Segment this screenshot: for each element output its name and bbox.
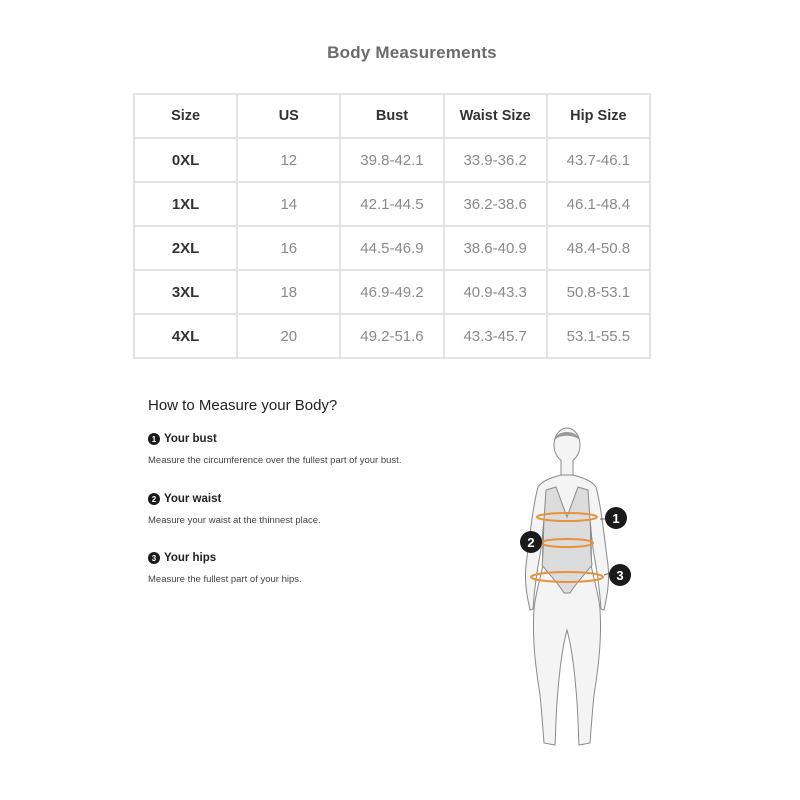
us-cell: 14 [237, 182, 340, 226]
waist-cell: 43.3-45.7 [444, 314, 547, 358]
waist-cell: 33.9-36.2 [444, 138, 547, 182]
hip-cell: 46.1-48.4 [547, 182, 650, 226]
waist-callout: 2 [520, 531, 542, 553]
table-header-row [134, 94, 650, 138]
step-number-badge: 2 [148, 493, 160, 505]
bust-callout: 1 [605, 507, 627, 529]
header-hip: Hip Size [547, 94, 650, 138]
size-cell: 0XL [134, 138, 237, 182]
step-title: Your waist [164, 493, 222, 505]
us-cell: 16 [237, 226, 340, 270]
hip-cell: 43.7-46.1 [547, 138, 650, 182]
bust-cell: 46.9-49.2 [340, 270, 443, 314]
bust-cell: 39.8-42.1 [340, 138, 443, 182]
howto-title: How to Measure your Body? [148, 397, 338, 414]
size-chart-table [133, 93, 651, 359]
step-description: Measure the circumference over the fullest part of your bust. [148, 455, 402, 466]
us-cell: 18 [237, 270, 340, 314]
waist-cell: 38.6-40.9 [444, 226, 547, 270]
step-hips [148, 552, 302, 585]
hip-cell: 53.1-55.5 [547, 314, 650, 358]
table-row [134, 314, 650, 358]
body-figure-icon [510, 425, 650, 755]
us-cell: 12 [237, 138, 340, 182]
table-row [134, 270, 650, 314]
hip-callout: 3 [609, 564, 631, 586]
step-description: Measure the fullest part of your hips. [148, 574, 302, 585]
hip-cell: 48.4-50.8 [547, 226, 650, 270]
step-number-badge: 1 [148, 433, 160, 445]
step-bust [148, 433, 401, 466]
step-description: Measure your waist at the thinnest place. [148, 515, 321, 526]
header-bust: Bust [340, 94, 443, 138]
header-us: US [237, 94, 340, 138]
size-cell: 3XL [134, 270, 237, 314]
body-figure [510, 425, 650, 755]
table-row [134, 138, 650, 182]
bust-cell: 44.5-46.9 [340, 226, 443, 270]
size-cell: 2XL [134, 226, 237, 270]
step-waist [148, 493, 321, 526]
step-number-badge: 3 [148, 552, 160, 564]
size-cell: 1XL [134, 182, 237, 226]
header-waist: Waist Size [444, 94, 547, 138]
waist-cell: 40.9-43.3 [444, 270, 547, 314]
bust-cell: 49.2-51.6 [340, 314, 443, 358]
size-cell: 4XL [134, 314, 237, 358]
step-title: Your hips [164, 552, 217, 564]
step-title: Your bust [164, 433, 217, 445]
us-cell: 20 [237, 314, 340, 358]
hip-cell: 50.8-53.1 [547, 270, 650, 314]
table-row [134, 182, 650, 226]
table-row [134, 226, 650, 270]
bust-cell: 42.1-44.5 [340, 182, 443, 226]
header-size: Size [134, 94, 237, 138]
waist-cell: 36.2-38.6 [444, 182, 547, 226]
page-title: Body Measurements [327, 43, 497, 62]
